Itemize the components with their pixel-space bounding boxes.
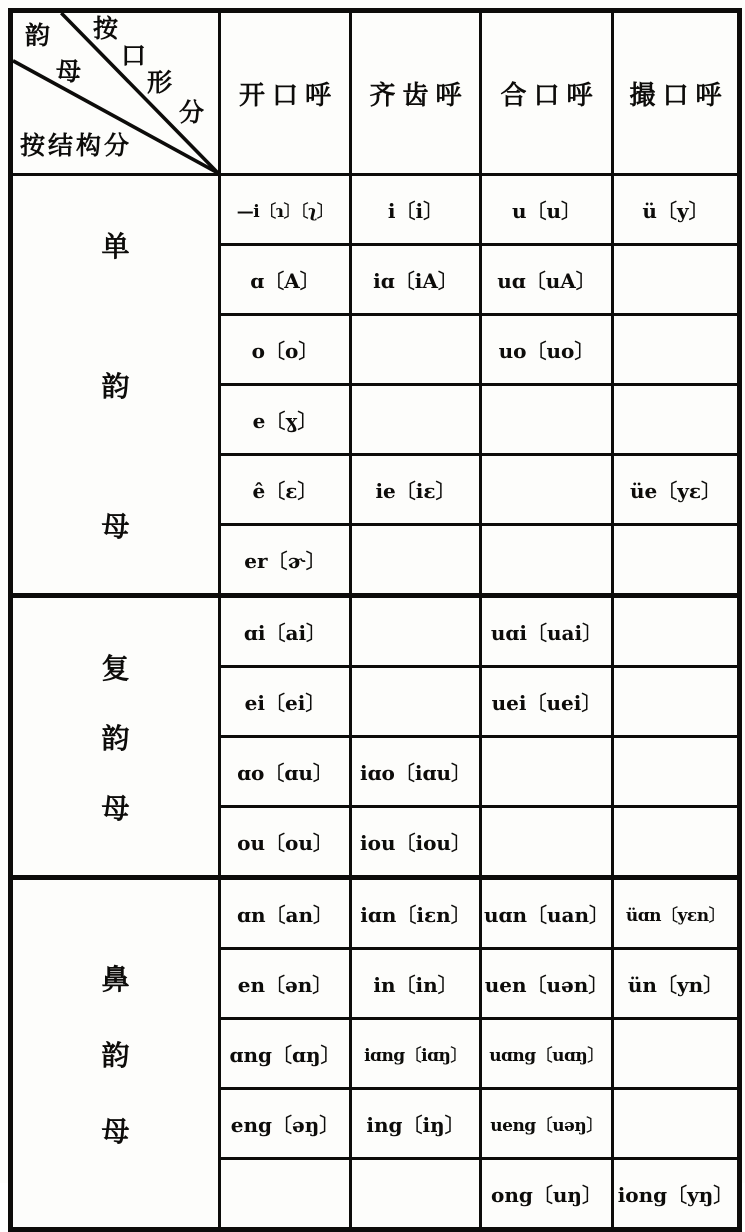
final-cell — [481, 737, 613, 807]
final-cell — [481, 525, 613, 596]
group-char: 韵 — [101, 1038, 130, 1072]
final-cell — [613, 807, 740, 878]
final-cell: iɑn〔iɛn〕 — [351, 878, 481, 949]
corner-col-axis-char: 按 — [93, 14, 119, 43]
final-cell: üe〔yɛ〕 — [613, 455, 740, 525]
table-row — [11, 878, 740, 949]
group-char: 母 — [101, 1114, 130, 1148]
final-cell: iɑo〔iɑu〕 — [351, 737, 481, 807]
final-cell — [613, 385, 740, 455]
final-cell: ɑi〔ai〕 — [220, 596, 351, 667]
corner-header-cell — [11, 11, 220, 175]
final-cell: e〔ɣ〕 — [220, 385, 351, 455]
final-cell: ueng〔uəŋ〕 — [481, 1089, 613, 1159]
final-cell: uɑng〔uɑŋ〕 — [481, 1019, 613, 1089]
final-cell: uɑi〔uai〕 — [481, 596, 613, 667]
final-cell: iɑng〔iɑŋ〕 — [351, 1019, 481, 1089]
final-cell: ü〔y〕 — [613, 175, 740, 245]
final-cell: uɑn〔uan〕 — [481, 878, 613, 949]
final-cell: en〔ən〕 — [220, 949, 351, 1019]
final-cell — [613, 315, 740, 385]
final-cell: ün〔yn〕 — [613, 949, 740, 1019]
final-cell — [220, 1159, 351, 1230]
final-cell: ing〔iŋ〕 — [351, 1089, 481, 1159]
final-cell — [351, 315, 481, 385]
corner-row-axis-char: 母 — [56, 57, 82, 86]
group-char: 复 — [101, 651, 130, 685]
final-cell: üɑn〔yɛn〕 — [613, 878, 740, 949]
final-cell: i〔i〕 — [351, 175, 481, 245]
final-cell — [351, 385, 481, 455]
final-cell: in〔in〕 — [351, 949, 481, 1019]
final-cell — [351, 667, 481, 737]
col-header-open-mouth: 开口呼 — [220, 11, 351, 175]
corner-col-axis-char: 分 — [179, 98, 205, 127]
final-cell — [351, 596, 481, 667]
final-cell — [481, 455, 613, 525]
final-cell: iou〔iou〕 — [351, 807, 481, 878]
corner-col-axis-char: 口 — [121, 41, 147, 70]
final-cell — [613, 525, 740, 596]
final-cell: ê〔ɛ〕 — [220, 455, 351, 525]
final-cell: uei〔uei〕 — [481, 667, 613, 737]
final-cell — [613, 737, 740, 807]
final-cell — [481, 807, 613, 878]
group-char: 鼻 — [101, 962, 130, 996]
final-cell: er〔ɚ〕 — [220, 525, 351, 596]
corner-col-axis-char: 形 — [147, 68, 173, 97]
final-cell: iong〔yŋ〕 — [613, 1159, 740, 1230]
pinyin-finals-table — [8, 8, 742, 1232]
final-cell — [613, 667, 740, 737]
corner-wrap — [13, 13, 218, 173]
group-char: 韵 — [101, 369, 130, 403]
group-char: 母 — [101, 509, 130, 543]
group-label — [13, 958, 218, 1150]
group-cell-nasal-finals — [11, 878, 220, 1230]
final-cell — [613, 1019, 740, 1089]
group-char: 母 — [101, 791, 130, 825]
col-header-even-teeth: 齐齿呼 — [351, 11, 481, 175]
final-cell: ie〔iɛ〕 — [351, 455, 481, 525]
final-cell: ɑo〔ɑu〕 — [220, 737, 351, 807]
table-row — [11, 175, 740, 245]
group-cell-compound-finals — [11, 596, 220, 878]
group-label — [13, 225, 218, 545]
final-cell: eng〔əŋ〕 — [220, 1089, 351, 1159]
final-cell: —i〔ɿ〕〔ʅ〕 — [220, 175, 351, 245]
final-cell — [613, 1089, 740, 1159]
final-cell: ong〔uŋ〕 — [481, 1159, 613, 1230]
group-char: 韵 — [101, 721, 130, 755]
table-row — [11, 596, 740, 667]
final-cell: ɑn〔an〕 — [220, 878, 351, 949]
final-cell — [351, 1159, 481, 1230]
final-cell: u〔u〕 — [481, 175, 613, 245]
final-cell: ou〔ou〕 — [220, 807, 351, 878]
col-header-closed-mouth: 合口呼 — [481, 11, 613, 175]
corner-structure-label: 按结构分 — [20, 131, 133, 160]
group-cell-simple-finals — [11, 175, 220, 596]
final-cell — [351, 525, 481, 596]
group-label — [13, 647, 218, 827]
header-row — [11, 11, 740, 175]
final-cell: ɑng〔ɑŋ〕 — [220, 1019, 351, 1089]
final-cell: ei〔ei〕 — [220, 667, 351, 737]
final-cell: o〔o〕 — [220, 315, 351, 385]
final-cell: uɑ〔uA〕 — [481, 245, 613, 315]
corner-row-axis-char: 韵 — [25, 21, 51, 50]
group-char: 单 — [101, 229, 130, 263]
final-cell: iɑ〔iA〕 — [351, 245, 481, 315]
final-cell — [481, 385, 613, 455]
final-cell — [613, 245, 740, 315]
final-cell: uen〔uən〕 — [481, 949, 613, 1019]
final-cell — [613, 596, 740, 667]
final-cell: uo〔uo〕 — [481, 315, 613, 385]
col-header-round-mouth: 撮口呼 — [613, 11, 740, 175]
final-cell: ɑ〔A〕 — [220, 245, 351, 315]
